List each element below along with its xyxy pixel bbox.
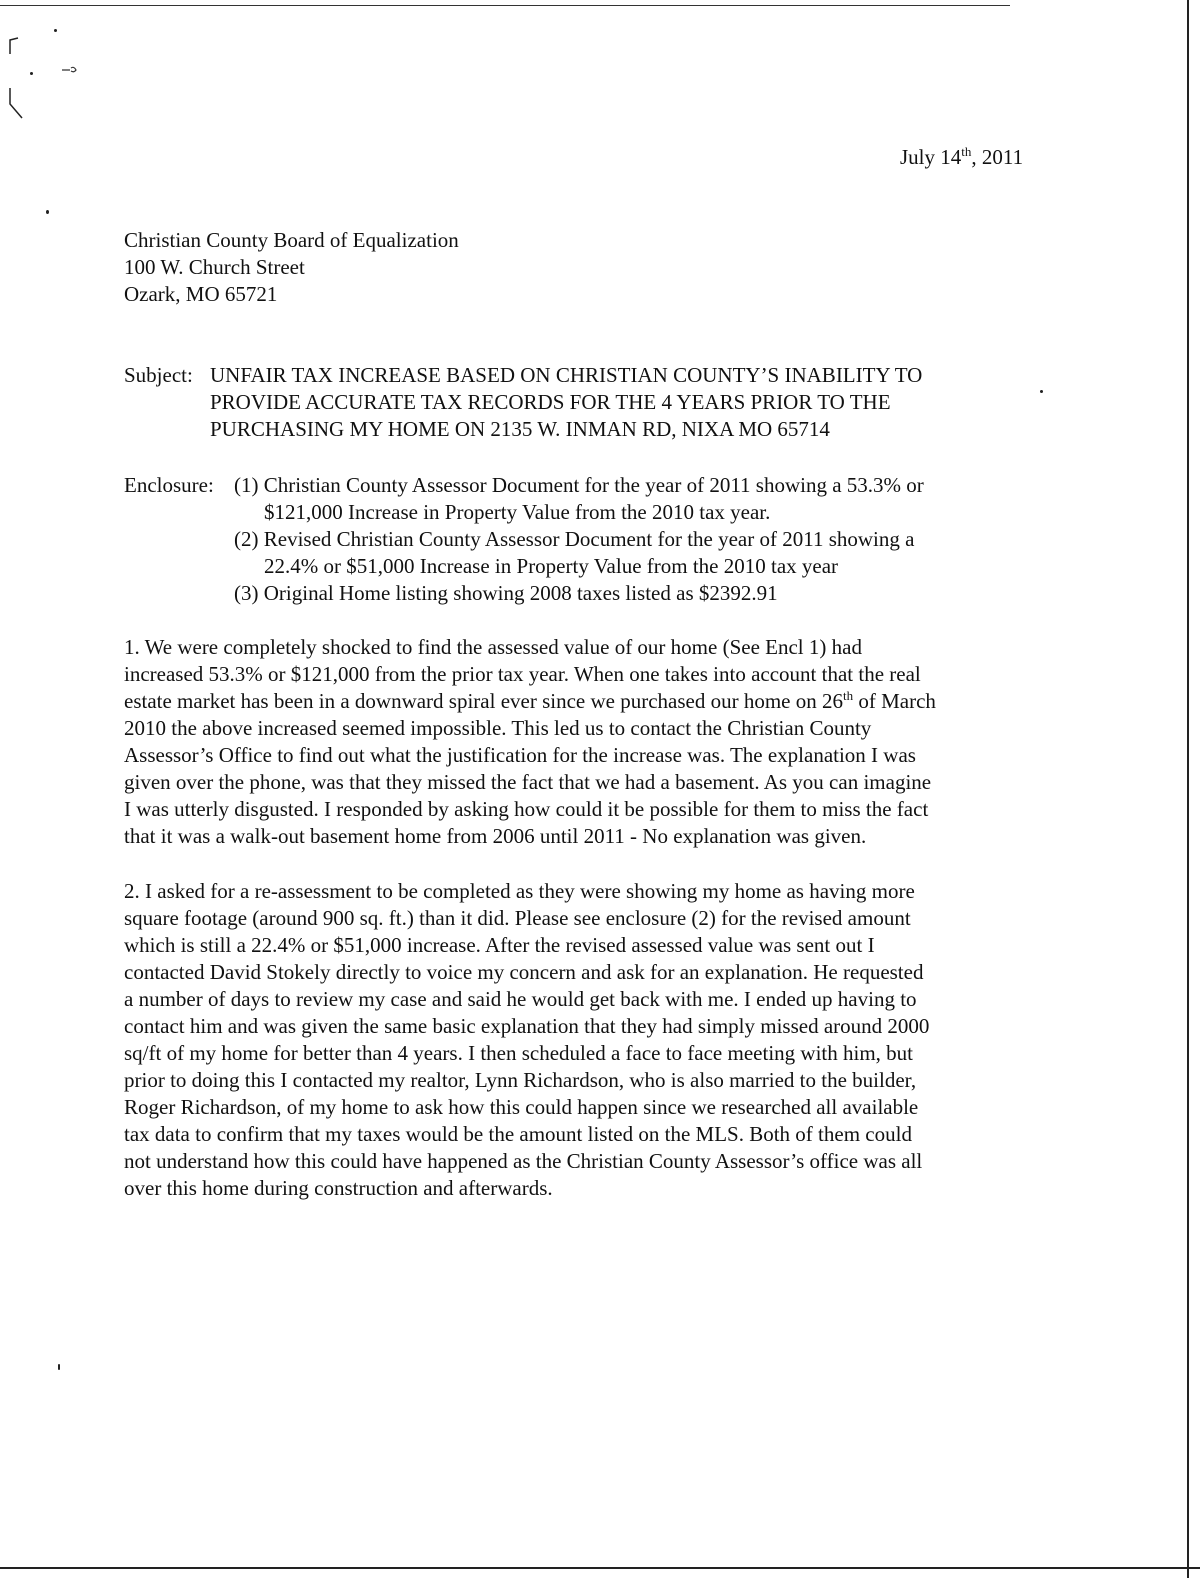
scan-speck <box>30 72 33 75</box>
paragraph-line: estate market has been in a downward spiral ever since we purchased our home on 26th of March <box>124 688 936 713</box>
subject-line: PURCHASING MY HOME ON 2135 W. INMAN RD, NIXA MO 65714 <box>210 417 830 441</box>
paragraph-line: square footage (around 900 sq. ft.) than it did. Please see enclosure (2) for the revised amount <box>124 906 911 930</box>
enclosure-item <box>234 580 1044 607</box>
paragraph-line: that it was a walk-out basement home from 2006 until 2011 - No explanation was given. <box>124 824 867 848</box>
recipient-line: Christian County Board of Equalization <box>124 228 459 252</box>
paragraph-line: Roger Richardson, of my home to ask how this could happen since we researched all available <box>124 1095 919 1119</box>
subject-line: PROVIDE ACCURATE TAX RECORDS FOR THE 4 YEARS PRIOR TO THE <box>210 390 891 414</box>
enclosure-line: (1) Christian County Assessor Document for the year of 2011 showing a 53.3% or <box>234 473 924 497</box>
scan-top-edge-line <box>0 5 1010 6</box>
paragraph-1 <box>124 634 1054 850</box>
letter-date: July 14th, 2011 <box>900 144 1024 169</box>
paragraph-line: 2010 the above increased seemed impossible. This led us to contact the Christian County <box>124 716 872 740</box>
scan-right-edge-line <box>1187 0 1189 1578</box>
scan-speck <box>58 1364 60 1370</box>
subject-block <box>124 362 1044 443</box>
enclosure-line: (2) Revised Christian County Assessor Document for the year of 2011 showing a <box>234 527 915 551</box>
paragraph-line: not understand how this could have happened as the Christian County Assessor’s office was all <box>124 1149 923 1173</box>
paragraph-line: contact him and was given the same basic explanation that they had simply missed around 2000 <box>124 1014 930 1038</box>
paragraph-line: sq/ft of my home for better than 4 years. I then scheduled a face to face meeting with him, but <box>124 1041 913 1065</box>
paragraph-line: over this home during construction and afterwards. <box>124 1176 553 1200</box>
paragraph-line: tax data to confirm that my taxes would be the amount listed on the MLS. Both of them could <box>124 1122 912 1146</box>
scan-bottom-edge-line <box>0 1567 1200 1569</box>
enclosure-line: 22.4% or $51,000 Increase in Property Value from the 2010 tax year <box>264 554 839 578</box>
enclosure-item <box>234 472 1044 526</box>
enclosure-block <box>124 472 1044 607</box>
enclosure-line: $121,000 Increase in Property Value from the 2010 tax year. <box>264 500 771 524</box>
scan-speck <box>46 210 49 214</box>
paragraph-line: increased 53.3% or $121,000 from the prior tax year. When one takes into account that the real <box>124 662 921 686</box>
recipient-line: 100 W. Church Street <box>124 255 305 279</box>
paragraph-line: given over the phone, was that they missed the fact that we had a basement. As you can imagine <box>124 770 932 794</box>
enclosure-line: (3) Original Home listing showing 2008 taxes listed as $2392.91 <box>234 581 778 605</box>
paragraph-line: prior to doing this I contacted my realtor, Lynn Richardson, who is also married to the builder, <box>124 1068 917 1092</box>
paragraph-line: a number of days to review my case and said he would get back with me. I ended up having to <box>124 987 917 1011</box>
paragraph-line: Assessor’s Office to find out what the justification for the increase was. The explanation I was <box>124 743 916 767</box>
paragraph-line: which is still a 22.4% or $51,000 increase. After the revised assessed value was sent out I <box>124 933 875 957</box>
paragraph-2 <box>124 878 1054 1202</box>
recipient-line: Ozark, MO 65721 <box>124 282 278 306</box>
subject-label: Subject: <box>124 363 193 387</box>
subject-line: UNFAIR TAX INCREASE BASED ON CHRISTIAN COUNTY’S INABILITY TO <box>210 363 923 387</box>
recipient-address <box>124 227 459 308</box>
enclosure-label: Enclosure: <box>124 473 214 497</box>
paragraph-line: contacted David Stokely directly to voice my concern and ask for an explanation. He requested <box>124 960 924 984</box>
scan-corner-mark <box>4 30 34 125</box>
scan-speck <box>54 29 57 32</box>
paragraph-line: I was utterly disgusted. I responded by asking how could it be possible for them to miss the fact <box>124 797 929 821</box>
enclosure-item <box>234 526 1044 580</box>
paragraph-line: 2. I asked for a re-assessment to be completed as they were showing my home as having more <box>124 879 915 903</box>
paragraph-line: 1. We were completely shocked to find the assessed value of our home (See Encl 1) had <box>124 635 862 659</box>
scan-speck <box>60 64 80 76</box>
